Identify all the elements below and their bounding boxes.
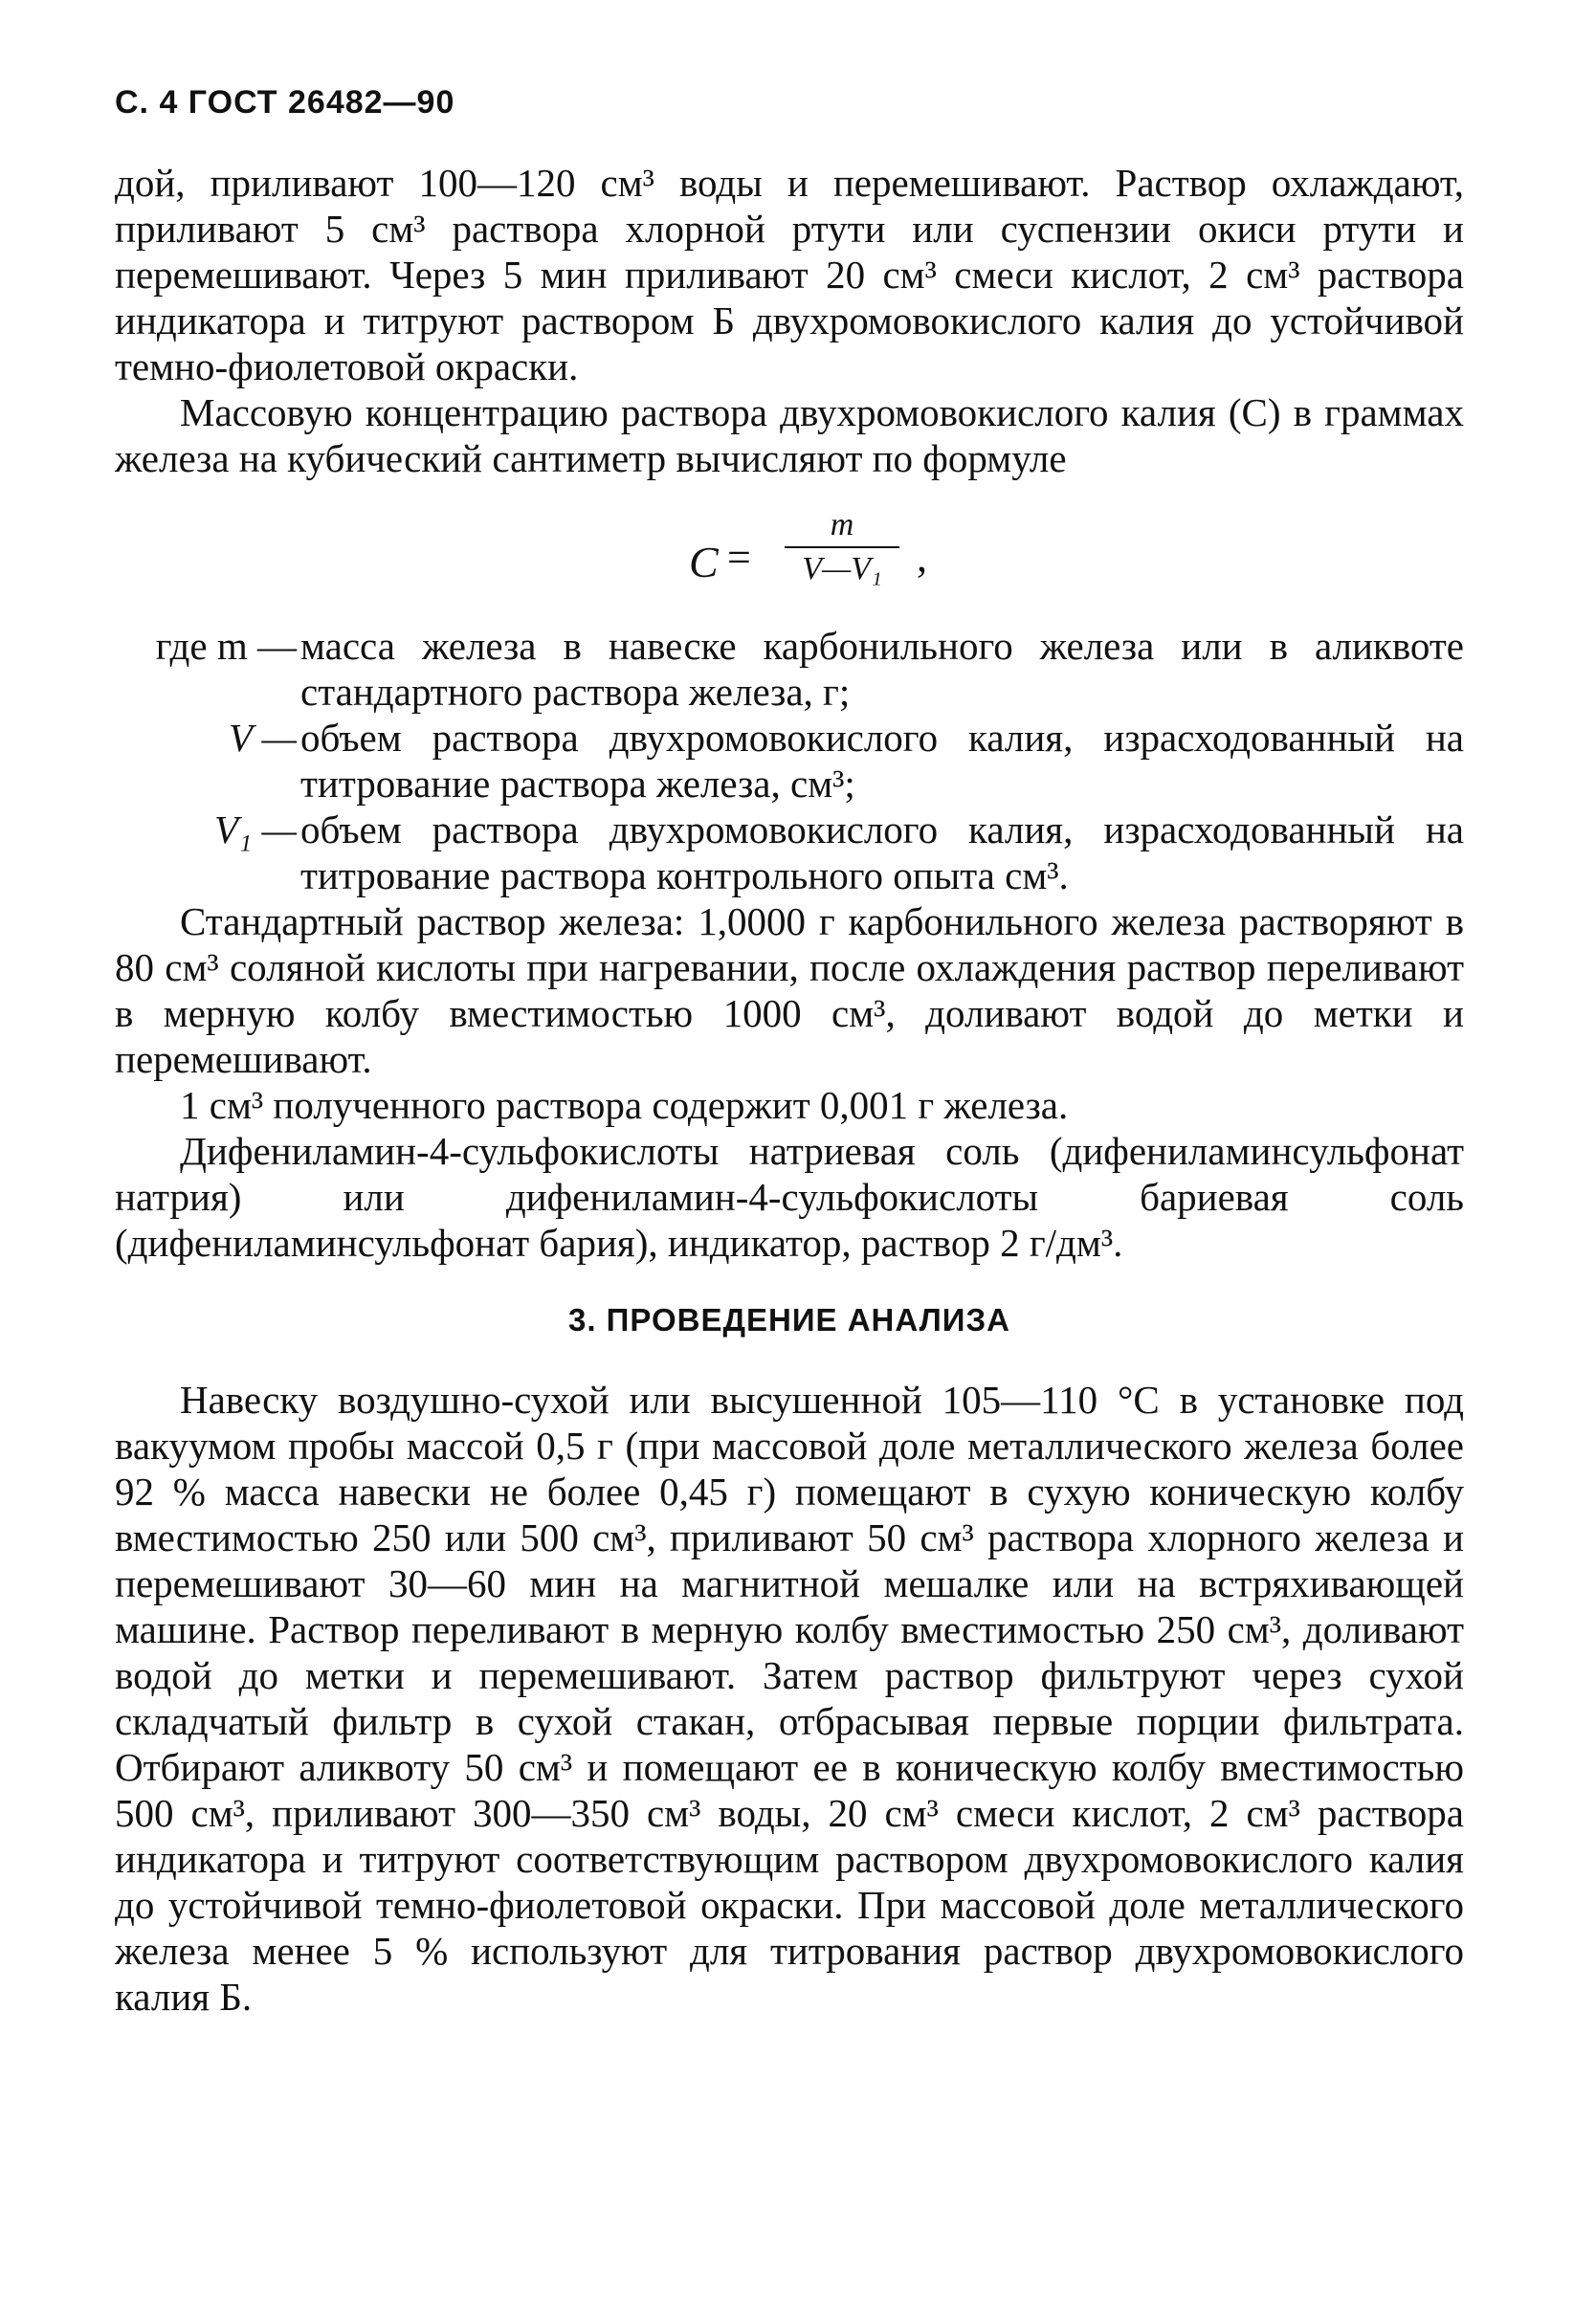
paragraph-analysis-procedure: Навеску воздушно-сухой или высушенной 105—110 °С в установке под вакуумом пробы массой 0,5 г (при массовой доле металлического железа более 92 % масса навески не более 0,45 г) помещают в сухую коническую колбу вместимостью 250 или 500 см³, приливают 50 см³ раствора хлорного железа и перемешивают 30—60 мин на магнитной мешалке или на встряхивающей машине. Раствор переливают в мерную колбу вместимостью 250 см³, доливают водой до метки и перемешивают. Затем раствор фильтруют через сухой складчатый фильтр в сухой стакан, отбрасывая первые порции фильтрата. Отбирают аликвоту 50 см³ и помещают ее в коническую колбу вместимостью 500 см³, приливают 300—350 см³ воды, 20 см³ смеси кислот, 2 см³ раствора индикатора и титруют соответствующим раствором двухромовокислого калия до устойчивой темно-фиолетовой окраски. При массовой доле металлического железа менее 5 % используют для титрования раствор двухромовокислого калия Б. [115, 1378, 1464, 2019]
paragraph-concentration-intro: Массовую концентрацию раствора двухромовокислого калия (С) в граммах железа на кубический сантиметр вычисляют по формуле [115, 390, 1464, 480]
page-header: С. 4 ГОСТ 26482—90 [115, 84, 455, 121]
definition-symbol: V — [228, 716, 297, 760]
definition-item [115, 807, 1464, 898]
definition-symbol: где m — [155, 624, 297, 668]
formula-lhs: C [689, 538, 719, 586]
formula-equals: = [727, 534, 751, 581]
fraction-bar [785, 546, 899, 548]
definition-item [115, 715, 1464, 807]
definition-text: масса железа в навеске карбонильного железа или в аликвоте стандартного раствора железа, г; [300, 624, 1464, 714]
formula-fraction [785, 506, 899, 588]
paragraph-solution-content: 1 см³ полученного раствора содержит 0,001 г железа. [180, 1083, 1069, 1127]
paragraph-standard-solution: Стандартный раствор железа: 1,0000 г карбонильного железа растворяют в 80 см³ соляной кислоты при нагревании, после охлаждения раствор переливают в мерную колбу вместимостью 1000 см³, доливают водой до метки и перемешивают. [115, 899, 1464, 1081]
paragraph-indicator: Дифениламин-4-сульфокислоты натриевая соль (дифениламинсульфонат натрия) или дифениламин-4-сульфокислоты бариевая соль (дифениламинсульфонат бария), индикатор, раствор 2 г/дм³. [115, 1129, 1464, 1265]
definition-text: объем раствора двухромовокислого калия, израсходованный на титрование раствора железа, см³; [300, 716, 1464, 806]
paragraph-continuation: дой, приливают 100—120 см³ воды и перемешивают. Раствор охлаждают, приливают 5 см³ раствора хлорной ртути или суспензии окиси ртути и перемешивают. Через 5 мин приливают 20 см³ смеси кислот, 2 см³ раствора индикатора и титруют раствором Б двухромовокислого калия до устойчивой темно-фиолетовой окраски. [115, 161, 1464, 388]
definition-symbol: V₁ — [213, 807, 297, 851]
definition-item [115, 623, 1464, 715]
formula-denominator: V—V₁ [802, 551, 882, 586]
section-title: 3. ПРОВЕДЕНИЕ АНАЛИЗА [567, 1302, 1011, 1337]
formula-numerator: m [830, 507, 854, 542]
formula-trailing-comma: , [917, 534, 927, 581]
variable-definitions [115, 623, 1464, 898]
document-page [115, 84, 1464, 2020]
definition-text: объем раствора двухромовокислого калия, израсходованный на титрование раствора контрольного опыта см³. [300, 807, 1464, 897]
concentration-formula [115, 500, 1464, 615]
